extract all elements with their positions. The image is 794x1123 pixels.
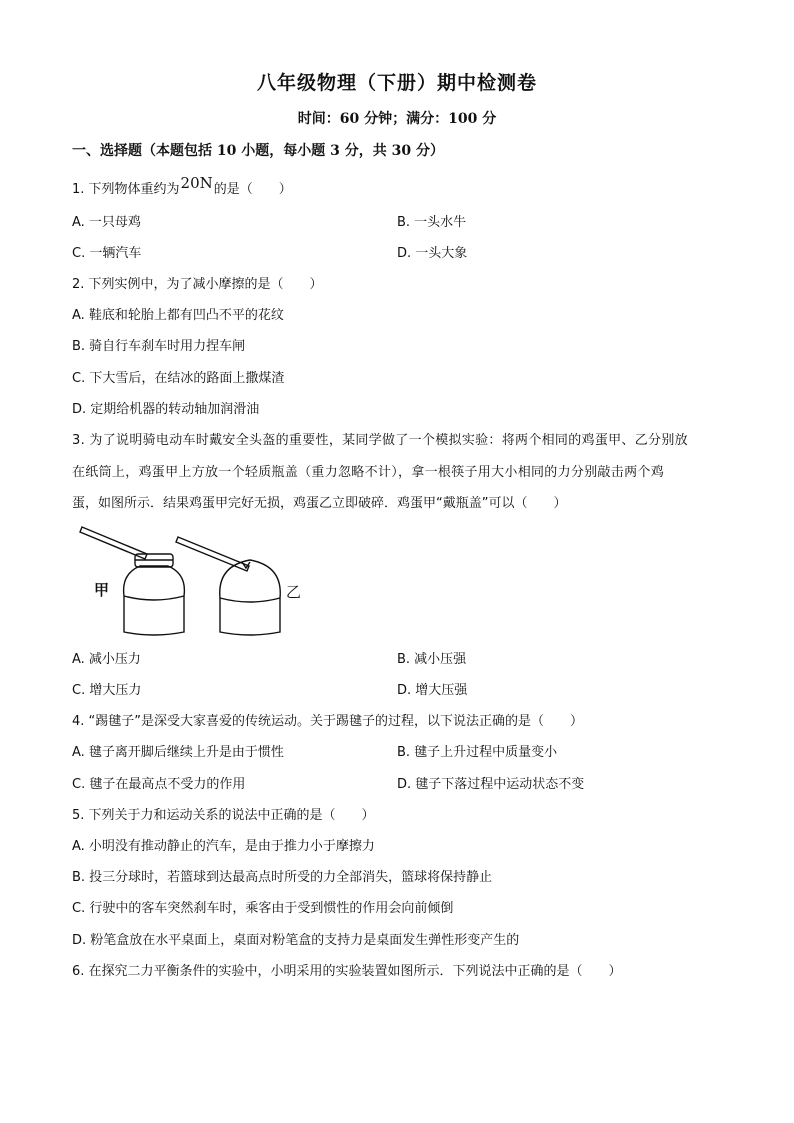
question-3-option-d[interactable]: D. 增大压强 (397, 683, 468, 698)
question-2-stem: 2. 下列实例中，为了减小摩擦的是（ ） (72, 277, 323, 292)
paper-tube-right (220, 598, 280, 635)
question-1-stem (72, 174, 292, 200)
question-5-option-d[interactable]: D. 粉笔盒放在水平桌面上，桌面对粉笔盒的支持力是桌面发生弹性形变产生的 (72, 933, 520, 948)
question-5-stem: 5. 下列关于力和运动关系的说法中正确的是（ ） (72, 808, 375, 823)
question-1-option-c[interactable]: C. 一辆汽车 (72, 246, 142, 261)
egg-experiment-figure (72, 526, 302, 640)
question-2-option-c[interactable]: C. 下大雪后，在结冰的路面上撒煤渣 (72, 371, 285, 386)
question-1-option-a[interactable]: A. 一只母鸡 (72, 215, 141, 230)
question-3-stem-line-3: 蛋，如图所示．结果鸡蛋甲完好无损，鸡蛋乙立即破碎．鸡蛋甲“戴瓶盖”可以（ ） (72, 496, 567, 511)
paper-tube-left (124, 596, 184, 635)
question-2-option-a[interactable]: A. 鞋底和轮胎上都有凹凸不平的花纹 (72, 308, 284, 323)
question-5-option-c[interactable]: C. 行驶中的客车突然刹车时，乘客由于受到惯性的作用会向前倾倒 (72, 901, 454, 916)
section-heading: 一、选择题（本题包括 10 小题，每小题 3 分，共 30 分） (72, 143, 444, 159)
question-3-option-a[interactable]: A. 减小压力 (72, 652, 141, 667)
question-3-stem-line-1: 3. 为了说明骑电动车时戴安全头盔的重要性，某同学做了一个模拟实验：将两个相同的鸡蛋甲、乙分别放 (72, 433, 688, 448)
question-2-option-d[interactable]: D. 定期给机器的转动轴加润滑油 (72, 402, 260, 417)
question-4-option-b[interactable]: B. 毽子上升过程中质量变小 (397, 745, 558, 760)
question-4-stem: 4. “踢毽子”是深受大家喜爱的传统运动。关于踢毽子的过程，以下说法正确的是（ ） (72, 714, 584, 729)
question-4-option-a[interactable]: A. 毽子离开脚后继续上升是由于惯性 (72, 745, 284, 760)
question-1-stem-after: 的是（ ） (213, 182, 292, 197)
question-4-option-d[interactable]: D. 毽子下落过程中运动状态不变 (397, 777, 585, 792)
question-4-option-c[interactable]: C. 毽子在最高点不受力的作用 (72, 777, 246, 792)
exam-title: 八年级物理（下册）期中检测卷 (256, 72, 537, 94)
egg-yi (220, 560, 281, 602)
question-6-stem: 6. 在探究二力平衡条件的实验中，小明采用的实验装置如图所示．下列说法中正确的是（ ） (72, 964, 622, 979)
chopstick-right (176, 537, 249, 571)
question-1-option-d[interactable]: D. 一头大象 (397, 246, 468, 261)
question-1-option-b[interactable]: B. 一头水牛 (397, 215, 467, 230)
question-2-option-b[interactable]: B. 骑自行车刹车时用力捏车闸 (72, 339, 246, 354)
question-3-stem-line-2: 在纸筒上，鸡蛋甲上方放一个轻质瓶盖（重力忽略不计），拿一根筷子用大小相同的力分别敲击两个鸡 (72, 465, 665, 480)
question-1-formula: 20N (180, 174, 213, 192)
figure-label-yi: 乙 (286, 583, 302, 601)
question-3-option-c[interactable]: C. 增大压力 (72, 683, 142, 698)
egg-jia (124, 566, 185, 600)
question-1-stem-before: 1. 下列物体重约为 (72, 182, 180, 197)
question-5-option-a[interactable]: A. 小明没有推动静止的汽车，是由于推力小于摩擦力 (72, 839, 375, 854)
exam-subtitle: 时间：60 分钟；满分：100 分 (297, 111, 497, 127)
question-3-option-b[interactable]: B. 减小压强 (397, 652, 467, 667)
question-5-option-b[interactable]: B. 投三分球时，若篮球到达最高点时所受的力全部消失，篮球将保持静止 (72, 870, 493, 885)
figure-label-jia: 甲 (94, 581, 110, 599)
